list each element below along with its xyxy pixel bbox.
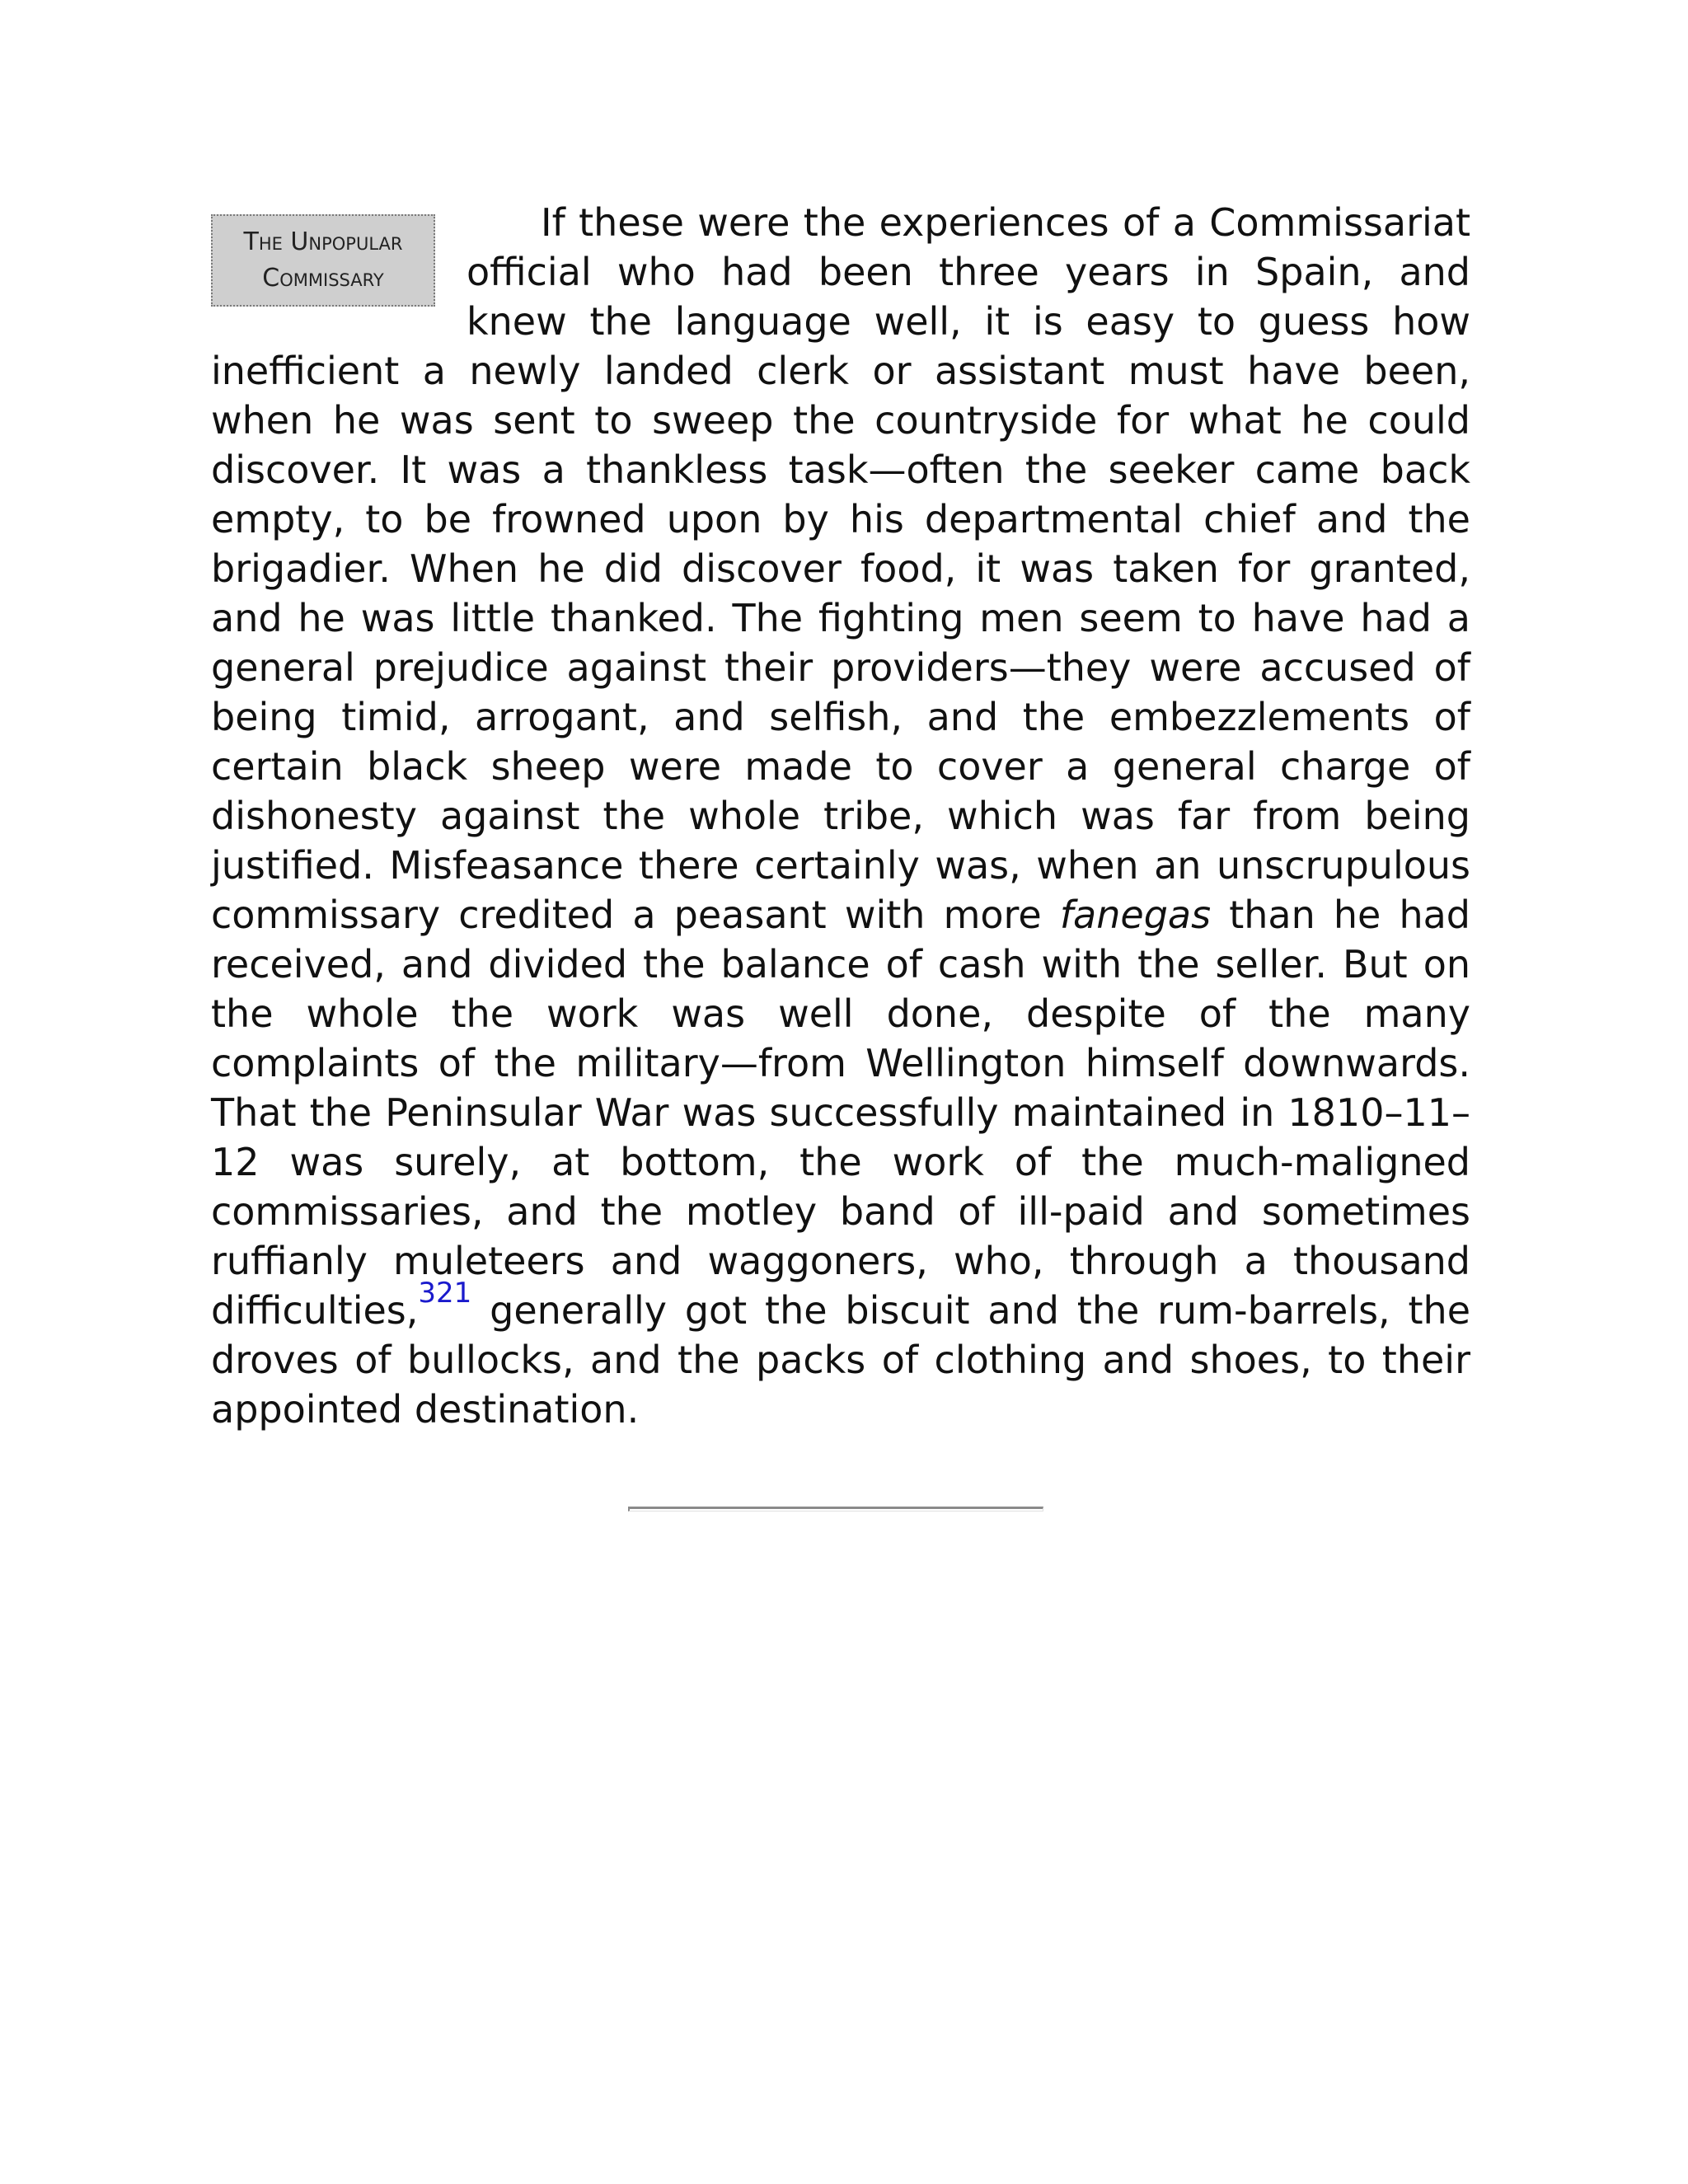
- sidenote-line-2: Commissary: [262, 264, 384, 293]
- paragraph-text-2: than he had received, and divided the balance of cash with the seller. But on the whole the work was well done, despite of the many complaints of the military—from Wellington himself downwards. That the Peninsular War was successfully maintained in 1810–11–12 was surely, at bottom, the work of the much-maligned commissaries, and the motley band of ill-paid and sometimes ruffianly muleteers and waggoners, who, through a thousand difficulties,: [211, 893, 1470, 1333]
- section-divider: [628, 1507, 1043, 1511]
- text-block: [211, 198, 1470, 1434]
- paragraph-text-3: generally got the biscuit and the rum-barrels, the droves of bullocks, and the packs of clothing and shoes, to their appointed destination.: [211, 1288, 1470, 1432]
- paragraph-text-1: If these were the experiences of a Commissariat official who had been three years in Spain, and knew the language well, it is easy to guess how inefficient a newly landed clerk or assistant must have been, when he was sent to sweep the countryside for what he could discover. It was a thankless task—often the seeker came back empty, to be frowned upon by his departmental chief and the brigadier. When he did discover food, it was taken for granted, and he was little thanked. The fighting men seem to have had a general prejudice against their providers—they were accused of being timid, arrogant, and selfish, and the embezzlements of certain black sheep were made to cover a general charge of dishonesty against the whole tribe, which was far from being justified. Misfeasance there certainly was, when an unscrupulous commissary credited a peasant with more: [211, 200, 1470, 937]
- sidenote-line-1: The Unpopular: [243, 227, 403, 256]
- body-paragraph: [211, 198, 1470, 1434]
- sidenote: [211, 214, 435, 307]
- footnote-link[interactable]: 321: [418, 1277, 472, 1310]
- italic-term: fanegas: [1059, 893, 1212, 937]
